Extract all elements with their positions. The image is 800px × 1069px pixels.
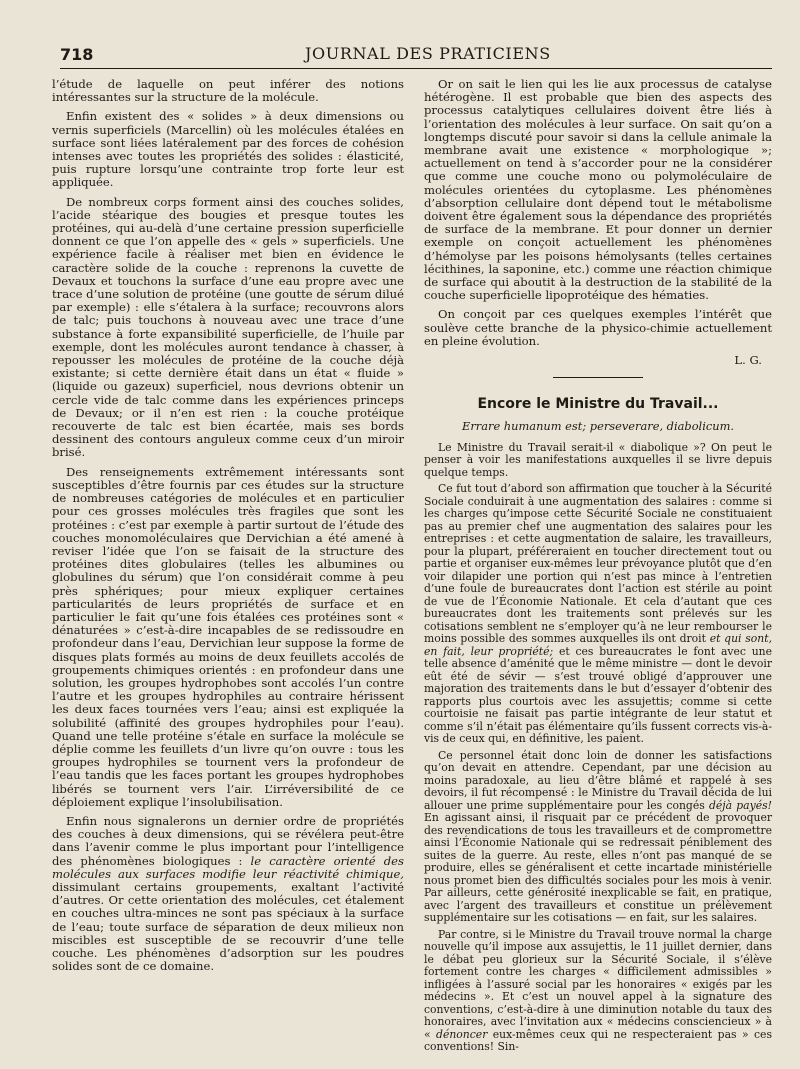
paragraph-text: dissimulant certains groupements, exaltant l’activité d’autres. Or cette orientation des molécules, cet étalement en couches ultra-minces ne sont pas spéciaux à la surface de l’eau; toute surface de séparation de deux milieux non miscibles est susceptible de se recouvrir d’une telle couche. Les phénomènes d’adsorption sur les poudres solides sont de ce domaine. — [52, 879, 404, 974]
left-column — [52, 78, 404, 979]
paragraph-text: Ce fut tout d’abord son affirmation que toucher à la Sécurité Sociale conduirait à une augmentation des salaires : comme si les charges qu’impose cette Sécurité Sociale ne constituaient pas au premier chef une augmentation des salaires pour les entreprises : et cette augmentation de salaire, les travailleurs, pour la plupart, préféreraient en toucher directement tout ou partie et organiser eux-mêmes leur prévoyance plutôt que d’en voir dilapider une portion qui n’est pas mince à l’entretien d’une foule de bureaucrates dont l’action est stérile au point de vue de l’Économie Nationale. Et cela d’autant que ces bureaucrates dont les traitements sont prélevés sur les cotisations semblent ne s’employer qu’à ne leur rembourser le moins possible des sommes auxquelles ils ont droit — [424, 482, 772, 646]
section-divider — [553, 377, 643, 378]
paragraph: Des renseignements extrêmement intéressants sont susceptibles d’être fournis par ces études sur la structure de nombreuses catégories de molécules et en particulier pour ces grosses molécules très fragiles que sont les protéines : c’est par exemple à partir surtout de l’étude des couches monomoléculaires que Dervichian a été amené à reviser l’idée que l’on se faisait de la structure des protéines dites globulaires (telles les albumines ou globulines du sérum) que l’on considérait comme à peu près sphériques; pour mieux expliquer certaines particularités de leurs propriétés de surface et en particulier le fait qu’une fois étalées ces protéines sont « dénaturées » c’est-à-dire incapables de se redissoudre en profondeur dans l’eau, Dervichian leur suppose la forme de disques plats formés au moins de deux feuillets accolés de groupements chimiques orientés : en profondeur dans une solution, les groupes hydrophobes sont accolés l’un contre l’autre et les groupes hydrophiles au contraire hérissent les deux faces tournées vers l’eau; ainsi est expliquée la solubilité (affinité des groupes hydrophiles pour l’eau). Quand une telle protéine s’étale en surface la molécule se déplie comme les feuillets d’un livre qu’on ouvre : tous les groupes hydrophiles se tournent vers la profondeur de l’eau tandis que les faces portant les groupes hydrophobes libérés se tournent vers l’air. L’irréversibilité de ce déploiement explique l’insolubilisation. — [52, 464, 404, 809]
paragraph: l’étude de laquelle on peut inférer des notions intéressantes sur la structure de la molécule. — [52, 77, 404, 105]
article-epigraph: Errare humanum est; perseverare, diabolicum. — [462, 419, 734, 434]
paragraph: On conçoit par ces quelques exemples l’intérêt que soulève cette branche de la physico-chimie actuellement en pleine évolution. — [424, 307, 772, 348]
paragraph-text: Par contre, si le Ministre du Travail trouve normal la charge nouvelle qu’il impose aux assujettis, le 11 juillet dernier, dans le débat peu glorieux sur la Sécurité Sociale, il s’élève fortement contre les charges « difficilement admissibles » infligées à l’assuré social par les honoraires « exigés par les médecins ». Et c’est un nouvel appel à la signature des conventions, c’est-à-dire à une diminution notable du taux des honoraires, avec l’invitation aux « médecins consciencieux » à « — [424, 927, 772, 1041]
paragraph: Or on sait le lien qui les lie aux processus de catalyse hétérogène. Il est probable que bien des aspects des processus catalytiques cellulaires doivent être liés à l’orientation des molécules à leur surface. On sait qu’on a longtemps discuté pour savoir si dans la cellule animale la membrane avait une existence « morphologique »; actuellement on tend à s’accorder pour ne la considérer que comme une couche mono ou polymoléculaire de molécules orientées du cytoplasme. Les phénomènes d’absorption cellulaire dont dépend tout le métabolisme doivent être également sous la dépendance des propriétés de surface de la membrane. Et pour donner un dernier exemple on conçoit actuellement les phénomènes d’hémolyse par les poisons hémolysants (telles certaines lécithines, la saponine, etc.) comme une réaction chimique de surface qui aboutit à la destruction de la stabilité de la couche superficielle lipoprotéique des hématies. — [424, 77, 772, 303]
paragraph — [424, 750, 772, 925]
journal-title: JOURNAL DES PRATICIENS — [305, 44, 551, 63]
page-number: 718 — [60, 45, 94, 64]
paragraph-text: eux-mêmes ceux qui ne respecteraient pas » ces conventions! Sin- — [424, 1027, 772, 1054]
paragraph-text: et ces bureaucrates le font avec une telle absence d’aménité que le même ministre — dont le devoir eût été de sévir — s’est trouvé obligé d’approuver une majoration des traitements dans le but d’essayer d’obtenir des rapports plus courtois avec les assujettis; comme si cette courtoisie ne faisait pas partie intégrante de leur statut et comme s’il n’était pas élémentaire qu’ils fussent corrects vis-à-vis de ceux qui, en définitive, les paient. — [424, 644, 772, 746]
paragraph — [424, 929, 772, 1054]
emphasized-text: et qui sont, en fait, leur propriété; — [424, 632, 772, 658]
right-column — [424, 78, 772, 1058]
emphasized-text: déjà payés! — [708, 798, 772, 812]
paragraph — [424, 483, 772, 746]
emphasized-text: le caractère orienté des molécules aux surfaces modifie leur réactivité chimique, — [52, 853, 404, 881]
header-rule — [60, 68, 772, 69]
author-signature: L. G. — [734, 353, 762, 368]
page-header — [60, 40, 772, 70]
emphasized-text: dénoncer — [436, 1027, 488, 1041]
paragraph-text: En agissant ainsi, il risquait par ce précédent de provoquer des revendications de tous les travailleurs et de compromettre ainsi l’Économie Nationale qui se redressait péniblement des suites de la guerre. Au reste, elles n’ont pas manqué de se produire, elles se généralisent et cette incartade ministérielle nous promet bien des difficultés sociales pour les mois à venir. Par ailleurs, cette générosité inexplicable se fait, en pratique, avec l’argent des travailleurs et constitue un prélèvement supplémentaire sur les cotisations — en fait, sur les salaires. — [424, 811, 772, 925]
article-title: Encore le Ministre du Travail... — [477, 396, 719, 413]
paragraph: De nombreux corps forment ainsi des couches solides, l’acide stéarique des bougies et presque toutes les protéines, qui au-delà d’une certaine pression superficielle donnent ce que l’on appelle des « gels » superficiels. Une expérience facile à réaliser met bien en évidence le caractère solide de la couche : reprenons la cuvette de Devaux et touchons la surface d’une eau propre avec une trace d’une solution de protéine (une goutte de sérum dilué par exemple) : elle s’étalera à la surface; recouvrons alors de talc; puis touchons à nouveau avec une trace d’une substance à forte expansibilité superficielle, de l’huile par exemple, dont les molécules auront tendance à chasser, à repousser les molécules de protéine de la couche déjà existante; si cette dernière était dans un état « fluide » (liquide ou gazeux) superficiel, nous devrions obtenir un cercle vide de talc comme dans les expériences princeps de Devaux; or il n’en est rien : la couche protéique recouverte de talc est bien écartée, mais ses bords dessinent des contours anguleux comme ceux d’un miroir brisé. — [52, 194, 404, 460]
paragraph-text: Ce personnel était donc loin de donner les satisfactions qu’on devait en attendre. Cependant, par une décision au moins paradoxale, au lieu d’être blâmé et rappelé à ses devoirs, il fut récompensé : le Ministre du Travail décida de lui allouer une prime supplémentaire pour les congés — [424, 748, 772, 812]
paragraph-text: Enfin nous signalerons un dernier ordre de propriétés des couches à deux dimensions, qui se révélera peut-être dans l’avenir comme le plus important pour l’intelligence des phénomènes biologiques : — [52, 813, 404, 868]
paragraph: Le Ministre du Travail serait-il « diabolique »? On peut le penser à voir les manifestations auxquelles il se livre depuis quelque temps. — [424, 440, 772, 479]
paragraph — [52, 815, 404, 973]
paragraph: Enfin existent des « solides » à deux dimensions ou vernis superficiels (Marcellin) où les molécules étalées en surface sont liées latéralement par des forces de cohésion intenses avec toutes les propriétés des solides : élasticité, puis rupture lorsqu’une contrainte trop forte leur est appliquée. — [52, 109, 404, 190]
article — [424, 398, 772, 1053]
